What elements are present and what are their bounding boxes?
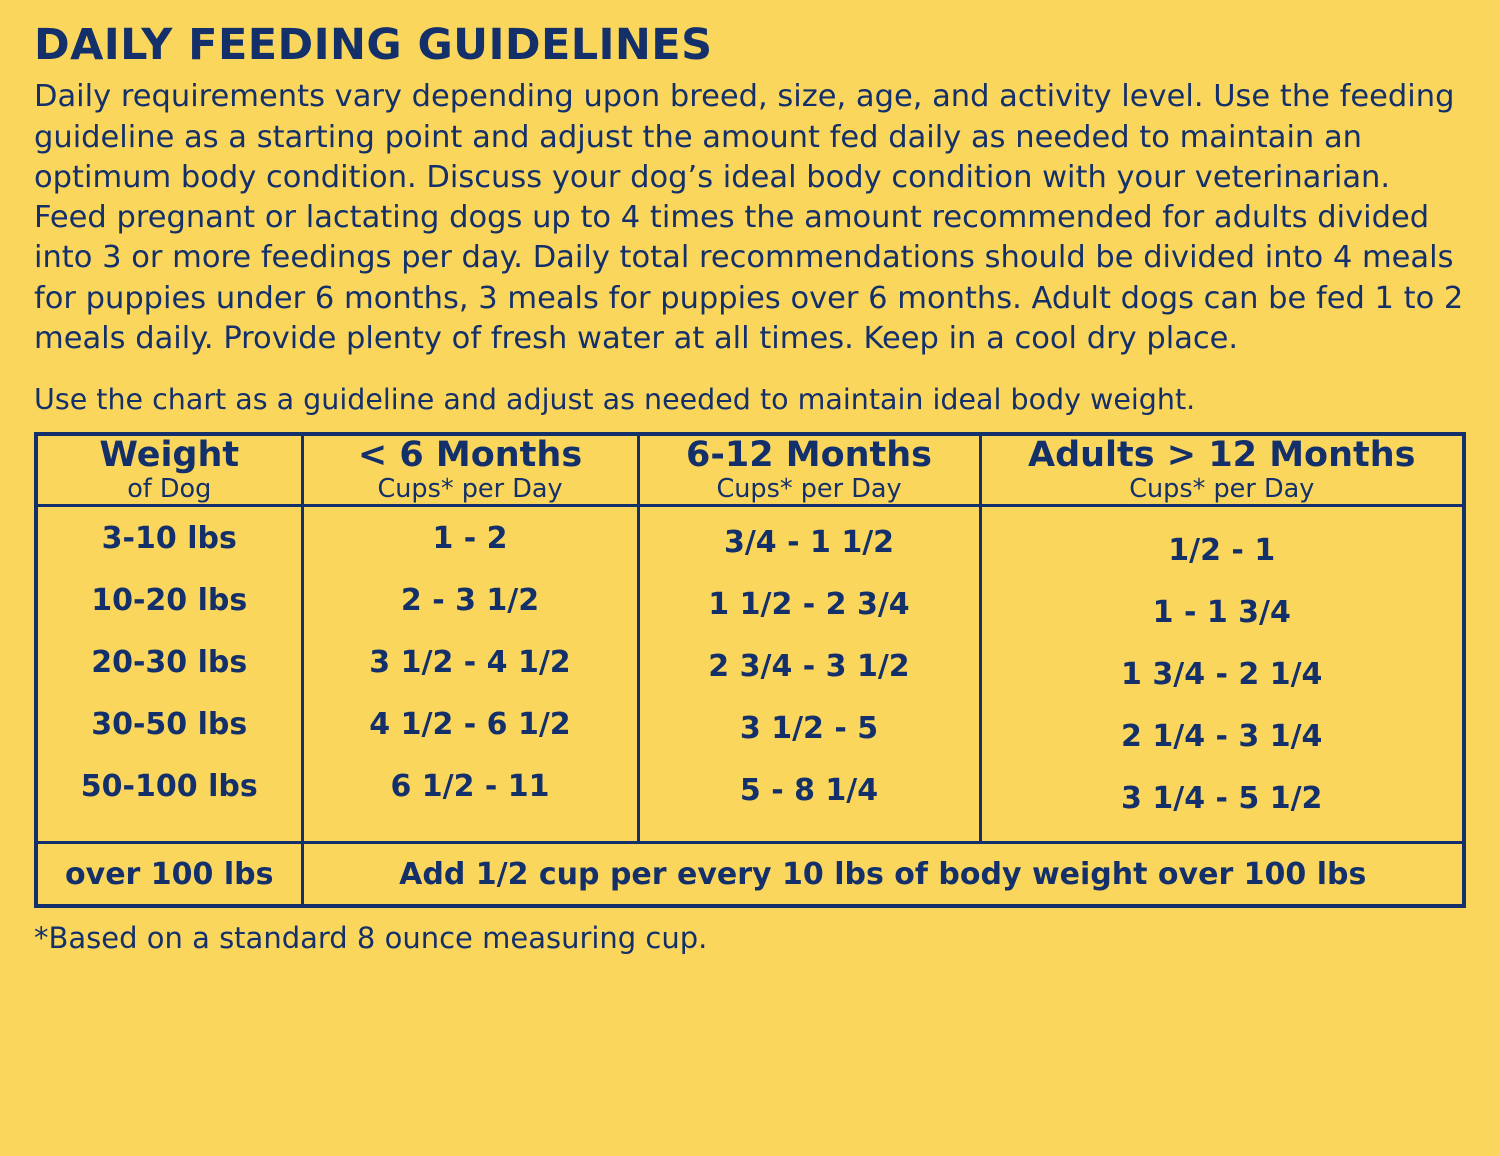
intro-paragraph: Daily requirements vary depending upon breed, size, age, and activity level. Use the feeding guideline as a starting point and adjust the amount fed daily as needed to maintain an optimum body condition. Discuss your dog’s ideal body condition with your veterinarian. Feed pregnant or lactating dogs up to 4 times the amount recommended for adults divided into 3 or more feedings per day. Daily total recommendations should be divided into 4 meals for puppies under 6 months, 3 meals for puppies over 6 months. Adult dogs can be fed 1 to 2 meals daily. Provide plenty of fresh water at all times. Keep in a cool dry place. (34, 79, 1464, 356)
cell-six-to-twelve: 3/4 - 1 1/2 (723, 524, 895, 560)
header-weight-sub: of Dog (127, 474, 212, 505)
header-6-12-months-sub: Cups* per Day (716, 474, 902, 505)
footnote: *Based on a standard 8 ounce measuring cup. (34, 921, 708, 956)
cell-six-to-twelve: 1 1/2 - 2 3/4 (708, 586, 910, 622)
cell-six-to-twelve: 3 1/2 - 5 (739, 710, 879, 746)
table-body (36, 506, 1464, 907)
cell-under6: 6 1/2 - 11 (390, 768, 550, 804)
cell-under6: 4 1/2 - 6 1/2 (369, 706, 571, 742)
page-title: DAILY FEEDING GUIDELINES (34, 20, 713, 70)
six-to-twelve-months-column (638, 506, 980, 843)
weight-column (36, 506, 302, 843)
header-6-12-months (638, 434, 980, 506)
header-adults-main: Adults > 12 Months (1028, 435, 1416, 476)
cell-weight: 30-50 lbs (91, 706, 248, 742)
cell-under6: 2 - 3 1/2 (400, 582, 540, 618)
cell-adults: 3 1/4 - 5 1/2 (1121, 780, 1323, 816)
header-6-12-months-main: 6-12 Months (685, 435, 933, 476)
cell-adults: 1/2 - 1 (1168, 532, 1276, 568)
table-header (36, 434, 1464, 506)
header-under-6-months (302, 434, 638, 506)
header-under-6-months-main: < 6 Months (357, 435, 583, 476)
header-weight (36, 434, 302, 506)
cell-weight: 3-10 lbs (101, 520, 237, 556)
table-row-over-100 (36, 843, 1464, 907)
table-row (36, 506, 1464, 843)
table-header-row (36, 434, 1464, 506)
cell-six-to-twelve: 2 3/4 - 3 1/2 (708, 648, 910, 684)
cell-adults: 1 - 1 3/4 (1152, 594, 1291, 630)
header-weight-main: Weight (99, 435, 240, 476)
cell-under6: 3 1/2 - 4 1/2 (369, 644, 571, 680)
cell-weight: 50-100 lbs (80, 768, 258, 804)
feeding-table (34, 432, 1466, 908)
cell-under6: 1 - 2 (432, 520, 508, 556)
adults-column (980, 506, 1464, 843)
cell-six-to-twelve: 5 - 8 1/4 (739, 772, 879, 808)
cell-adults: 2 1/4 - 3 1/4 (1121, 718, 1323, 754)
cell-weight-over-100: over 100 lbs (36, 843, 302, 907)
cell-adults: 1 3/4 - 2 1/4 (1121, 656, 1323, 692)
cell-over-100-note: Add 1/2 cup per every 10 lbs of body weight over 100 lbs (302, 843, 1464, 907)
header-adults-sub: Cups* per Day (1129, 474, 1315, 505)
cell-weight: 10-20 lbs (91, 582, 248, 618)
cell-weight: 20-30 lbs (91, 644, 248, 680)
under-6-months-column (302, 506, 638, 843)
header-under-6-months-sub: Cups* per Day (377, 474, 563, 505)
chart-note: Use the chart as a guideline and adjust as needed to maintain ideal body weight. (34, 383, 1196, 417)
